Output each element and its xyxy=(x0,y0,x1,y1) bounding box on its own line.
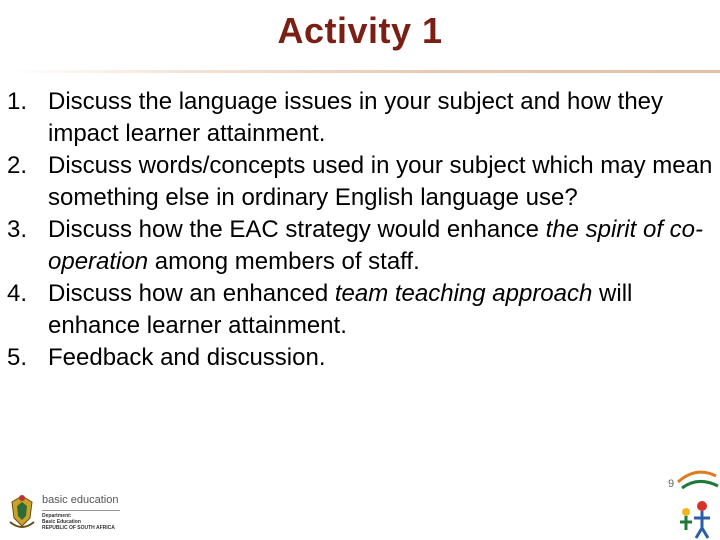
list-item-number: 1. xyxy=(7,88,28,115)
list-item xyxy=(0,342,715,374)
list-item-number: 5. xyxy=(7,344,28,371)
page-number: 9 xyxy=(668,478,675,490)
coat-of-arms-icon xyxy=(6,492,38,532)
list-item-text: will enhance learner attainment. xyxy=(48,280,633,339)
department-text xyxy=(42,513,115,531)
emphasis-text: the spirit of co-operation xyxy=(48,216,703,275)
list-item xyxy=(0,86,715,150)
list-item-text: Discuss how the EAC strategy would enhance xyxy=(48,216,546,243)
brand-divider xyxy=(42,510,120,511)
list-item-number: 4. xyxy=(7,280,28,307)
anniversary-logo-icon xyxy=(672,462,720,540)
list-item-text: Discuss words/concepts used in your subject which may mean something else in ordinary English language use? xyxy=(48,152,713,211)
title-divider xyxy=(8,70,720,73)
list-item-text: among members of staff. xyxy=(148,248,420,275)
list-item-number: 2. xyxy=(7,152,28,179)
list-item xyxy=(0,150,715,214)
department-line: Basic Education xyxy=(42,519,81,525)
activity-list xyxy=(0,86,715,374)
department-line: REPUBLIC OF SOUTH AFRICA xyxy=(42,525,115,531)
emphasis-text: team teaching approach xyxy=(334,280,593,307)
list-item xyxy=(0,214,715,278)
list-item-number: 3. xyxy=(7,216,28,243)
list-item xyxy=(0,278,715,342)
department-line: Department: xyxy=(42,513,72,519)
list-item-text: Feedback and discussion. xyxy=(48,344,326,371)
slide-title: Activity 1 xyxy=(277,10,443,51)
department-logo xyxy=(4,490,124,536)
brand-name: basic education xyxy=(42,494,119,506)
list-item-text: Discuss the language issues in your subject and how they impact learner attainment. xyxy=(48,88,664,147)
list-item-text: Discuss how an enhanced xyxy=(48,280,335,307)
